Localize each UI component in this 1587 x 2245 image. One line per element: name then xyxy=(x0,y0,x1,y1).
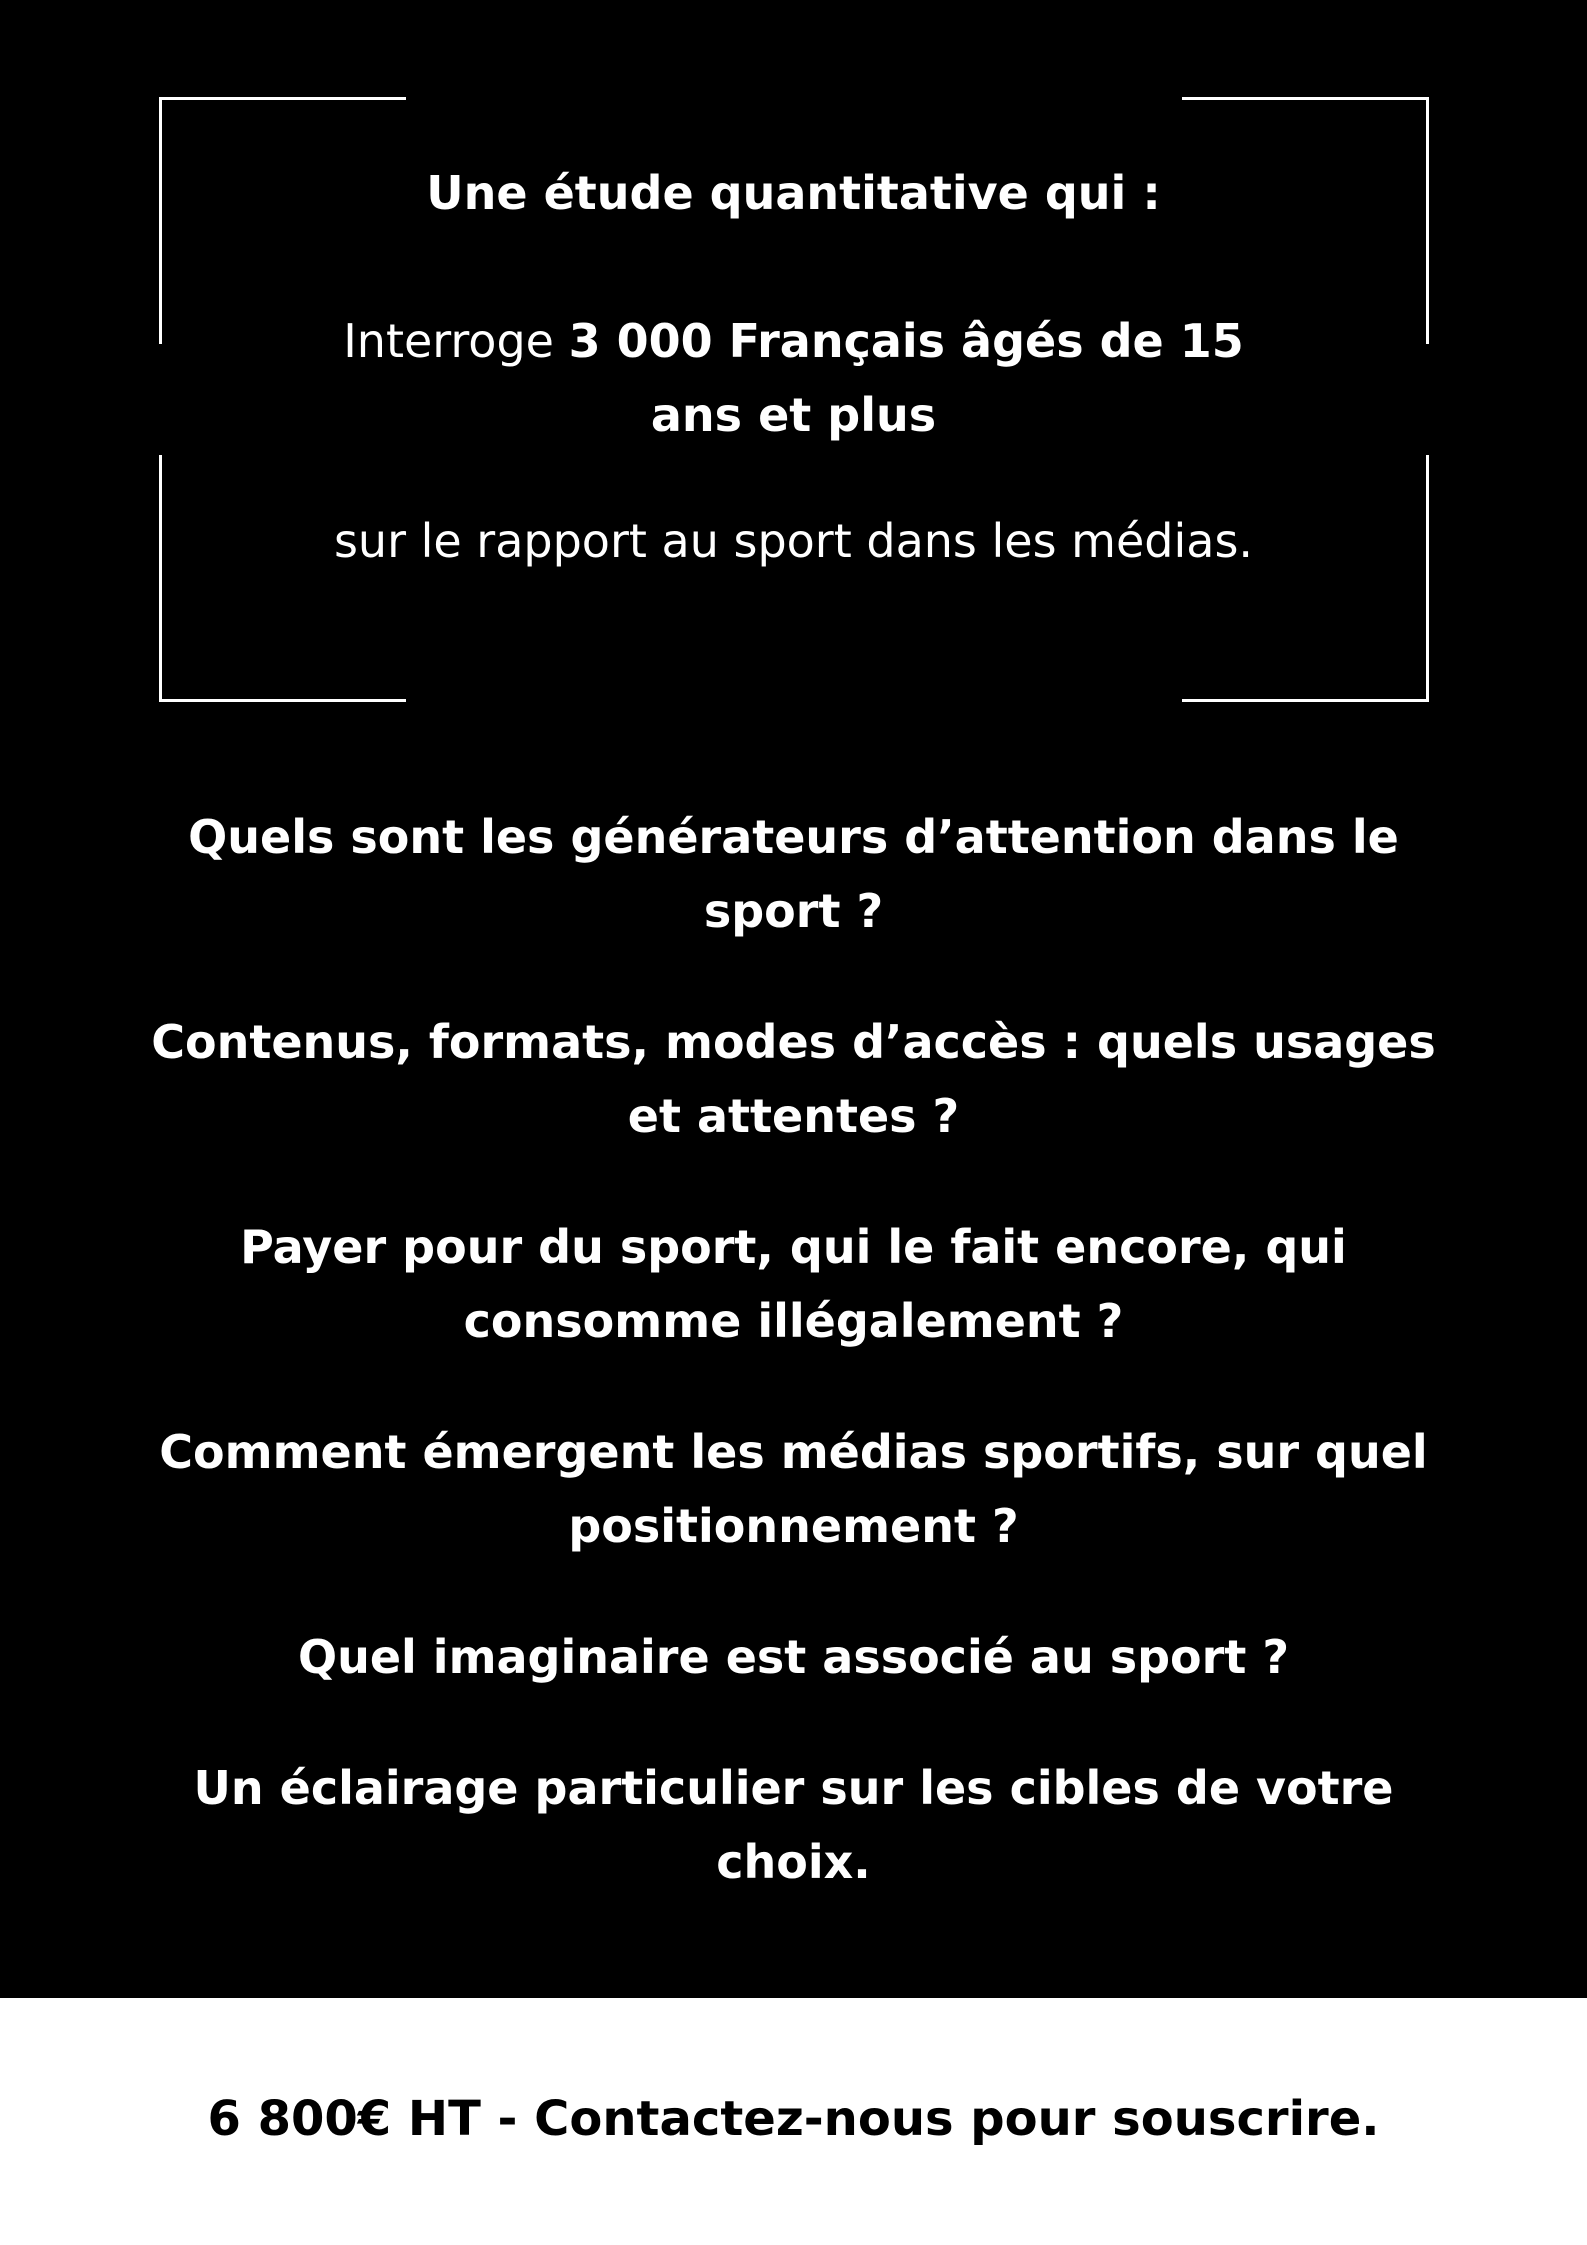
question-item: Un éclairage particulier sur les cibles de votre choix. xyxy=(193,1761,1394,1889)
intro-sample-description xyxy=(300,304,1287,452)
question-item: Comment émergent les médias sportifs, sur quel positionnement ? xyxy=(159,1425,1428,1553)
question-item: Contenus, formats, modes d’accès : quels usages et attentes ? xyxy=(151,1015,1436,1143)
intro-sample-prefix: Interroge xyxy=(343,314,569,368)
intro-sample-size: 3 000 Français âgés de 15 ans et plus xyxy=(568,314,1244,442)
intro-topic: sur le rapport au sport dans les médias. xyxy=(333,514,1254,568)
question-item: Quels sont les générateurs d’attention dans le sport ? xyxy=(188,810,1399,938)
questions-list xyxy=(150,800,1437,1956)
question-item: Quel imaginaire est associé au sport ? xyxy=(297,1630,1290,1684)
frame-corner-bottom-right xyxy=(1182,455,1429,702)
intro-heading: Une étude quantitative qui : xyxy=(426,166,1161,220)
frame-corner-bottom-left xyxy=(159,455,406,702)
question-item: Payer pour du sport, qui le fait encore, qui consomme illégalement ? xyxy=(240,1220,1347,1348)
price-cta: 6 800€ HT - Contactez-nous pour souscrire. xyxy=(207,2091,1380,2147)
